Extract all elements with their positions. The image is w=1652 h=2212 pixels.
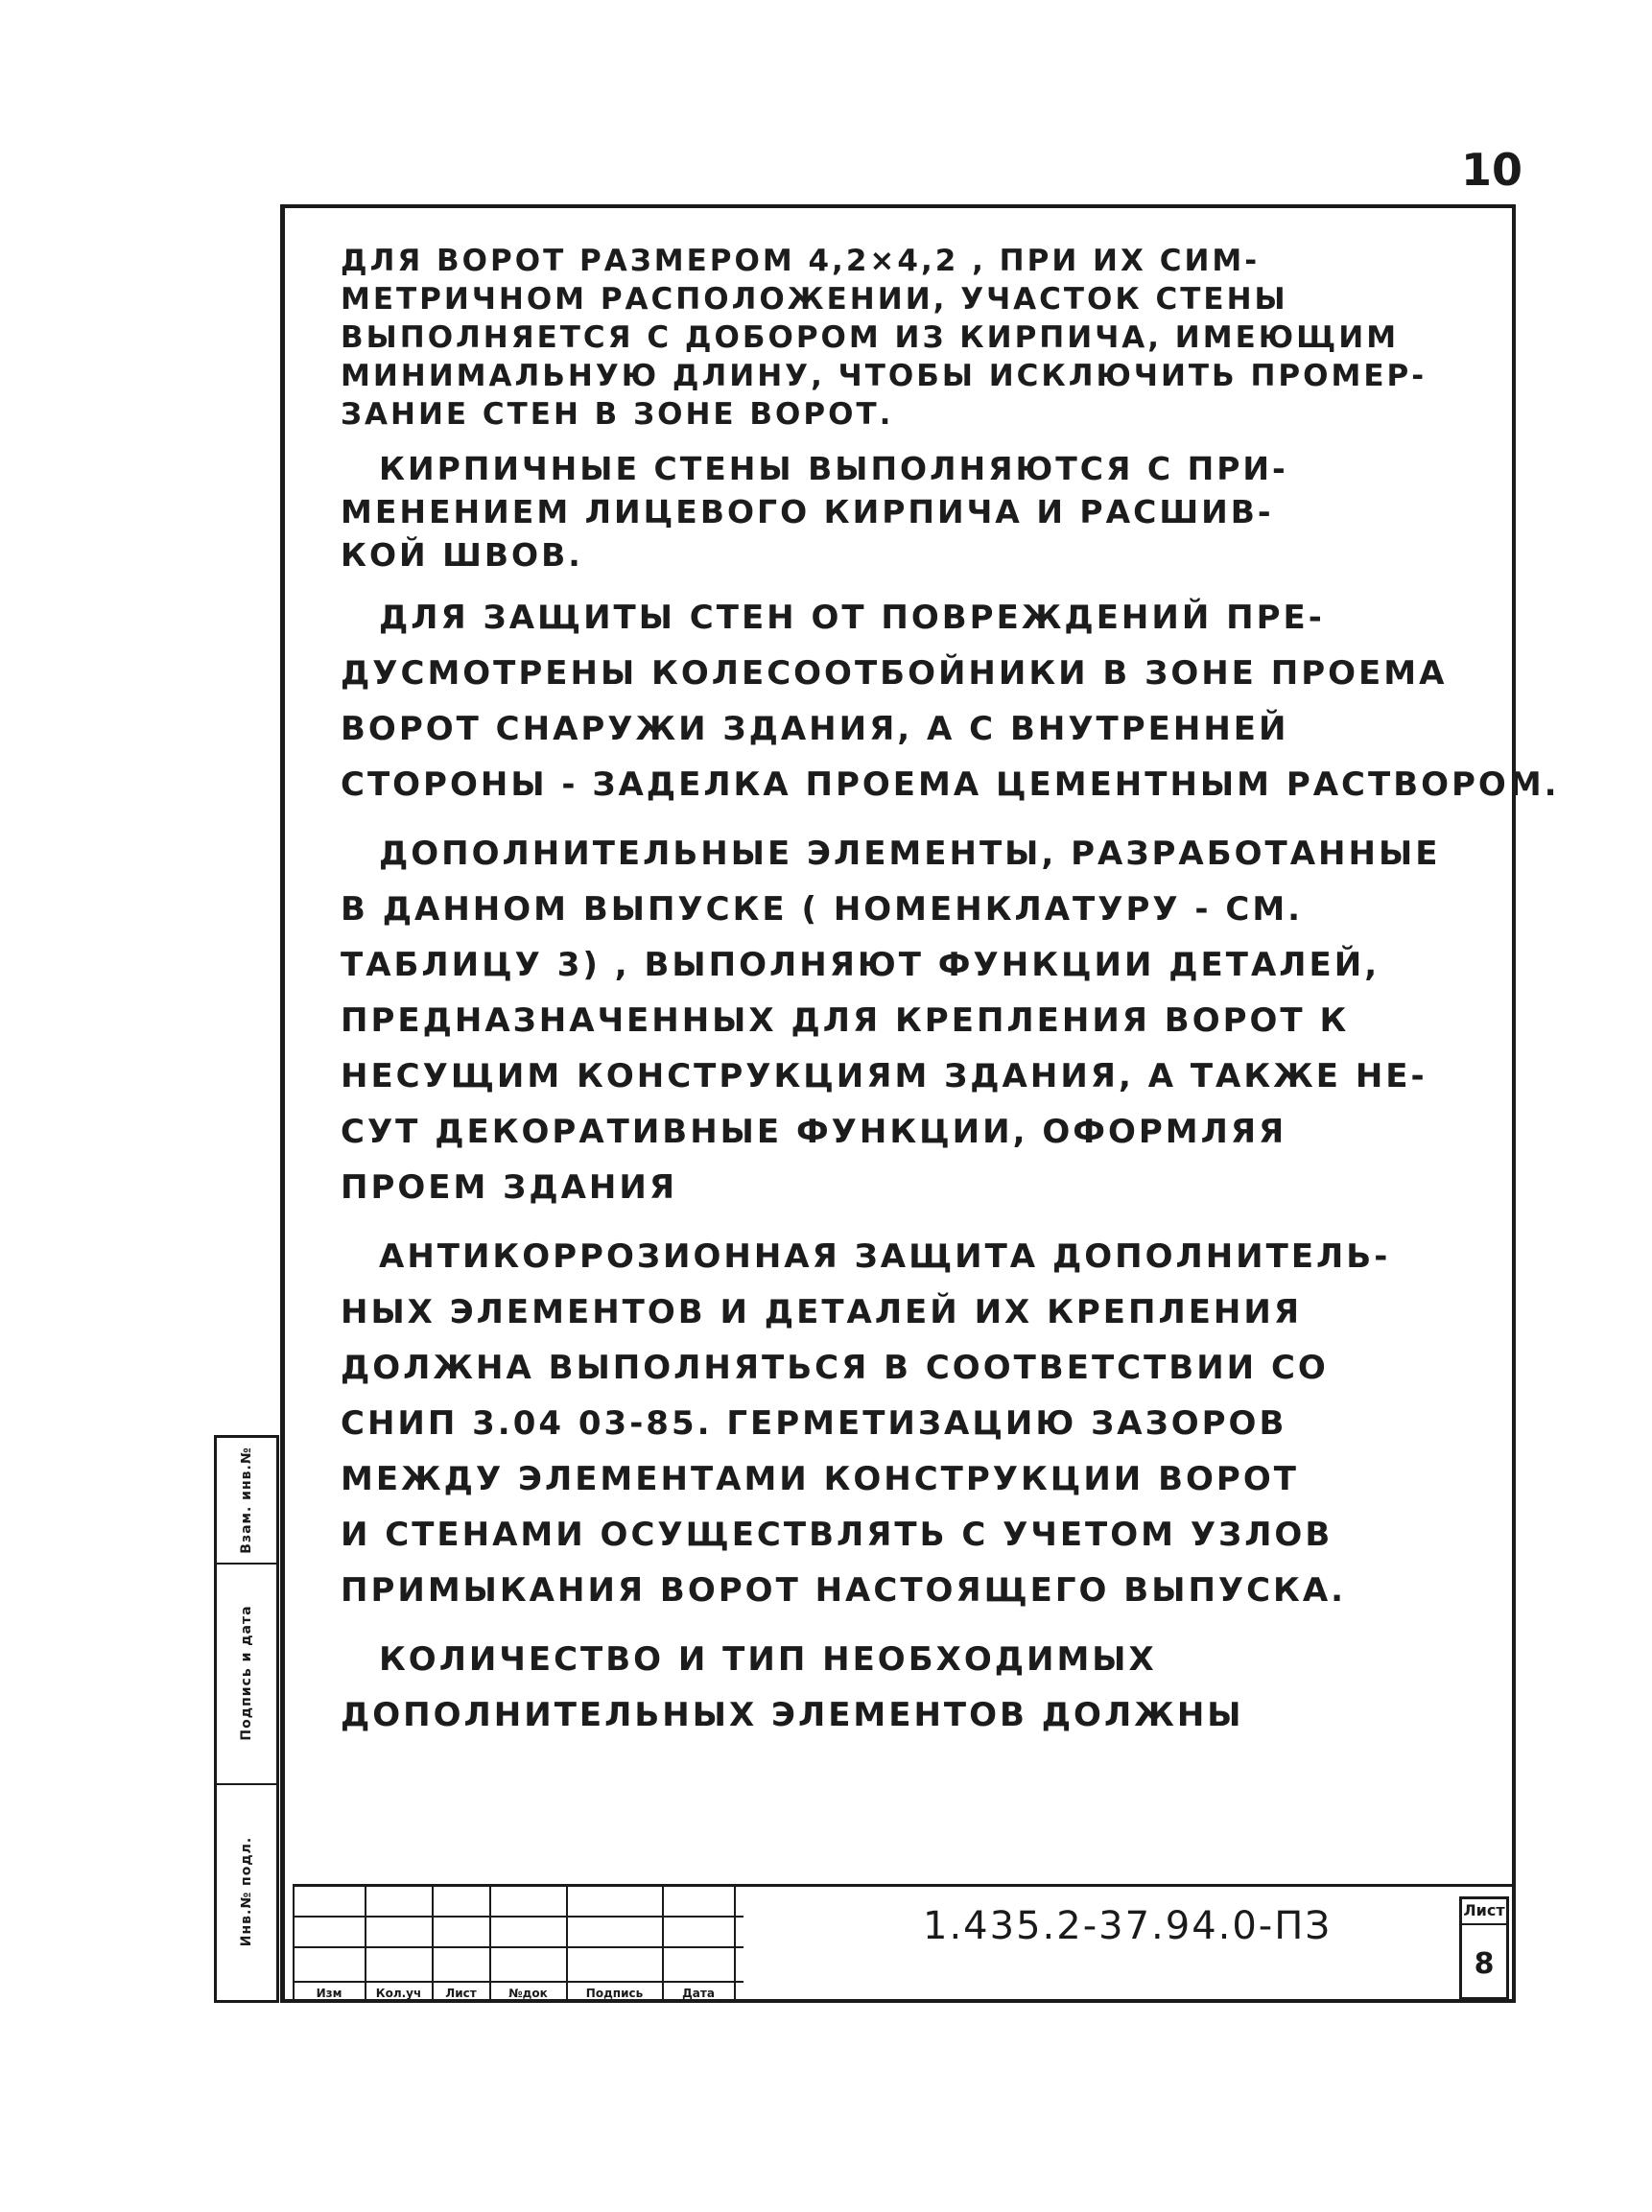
text-line: ВОРОТ СНАРУЖИ ЗДАНИЯ, А С ВНУТРЕННЕЙ — [341, 710, 1289, 748]
text-line: МЕЖДУ ЭЛЕМЕНТАМИ КОНСТРУКЦИИ ВОРОТ — [341, 1460, 1299, 1498]
document-code: 1.435.2-37.94.0-ПЗ — [923, 1904, 1332, 1948]
text-line: СТОРОНЫ - ЗАДЕЛКА ПРОЕМА ЦЕМЕНТНЫМ РАСТВОРОМ. — [341, 765, 1560, 804]
sheet-label: Лист — [1462, 1901, 1506, 1925]
side-stamp-label-sign: Подпись и дата — [239, 1605, 254, 1741]
text-line: ДУСМОТРЕНЫ КОЛЕСООТБОЙНИКИ В ЗОНЕ ПРОЕМА — [341, 654, 1448, 693]
side-stamp-label-inv: Инв.№ подл. — [239, 1836, 254, 1947]
grid-col-line — [662, 1887, 664, 2003]
text-line: МИНИМАЛЬНУЮ ДЛИНУ, ЧТОБЫ ИСКЛЮЧИТЬ ПРОМЕР- — [341, 359, 1428, 393]
sheet-box — [1459, 1896, 1509, 2000]
text-line: В ДАННОМ ВЫПУСКЕ ( НОМЕНКЛАТУРУ - СМ. — [341, 890, 1304, 929]
paragraph-gap — [341, 1618, 1497, 1632]
text-line: ПРИМЫКАНИЯ ВОРОТ НАСТОЯЩЕГО ВЫПУСКА. — [341, 1571, 1347, 1610]
side-stamp-cell-inv — [217, 1783, 276, 2000]
grid-row-line — [293, 1916, 743, 1918]
column-label-ndok: №док — [508, 1987, 548, 2000]
grid-col-line — [293, 1887, 295, 2003]
paragraph — [341, 242, 1497, 434]
text-line: ПРЕДНАЗНАЧЕННЫХ ДЛЯ КРЕПЛЕНИЯ ВОРОТ К — [341, 1001, 1350, 1040]
text-line: КИРПИЧНЫЕ СТЕНЫ ВЫПОЛНЯЮТСЯ С ПРИ- — [379, 450, 1288, 487]
column-label-list: Лист — [445, 1987, 477, 2000]
side-stamp-cell-replace — [217, 1438, 276, 1565]
text-line: И СТЕНАМИ ОСУЩЕСТВЛЯТЬ С УЧЕТОМ УЗЛОВ — [341, 1516, 1333, 1554]
text-line: МЕТРИЧНОМ РАСПОЛОЖЕНИИ, УЧАСТОК СТЕНЫ — [341, 282, 1288, 317]
paragraph-gap — [341, 434, 1497, 447]
side-stamp-cell-sign — [217, 1563, 276, 1785]
title-block — [293, 1884, 1516, 2003]
text-line: ДЛЯ ВОРОТ РАЗМЕРОМ 4,2×4,2 , ПРИ ИХ СИМ- — [341, 244, 1261, 278]
text-line: ДОЛЖНА ВЫПОЛНЯТЬСЯ В СООТВЕТСТВИИ СО — [341, 1349, 1329, 1387]
grid-col-line — [734, 1887, 736, 2003]
text-line: МЕНЕНИЕМ ЛИЦЕВОГО КИРПИЧА И РАСШИВ- — [341, 493, 1274, 530]
text-line: ДОПОЛНИТЕЛЬНЫЕ ЭЛЕМЕНТЫ, РАЗРАБОТАННЫЕ — [379, 835, 1441, 873]
grid-row-line — [293, 1946, 743, 1948]
grid-col-line — [489, 1887, 491, 2003]
paragraph-gap — [341, 577, 1497, 590]
text-line: ВЫПОЛНЯЕТСЯ С ДОБОРОМ ИЗ КИРПИЧА, ИМЕЮЩИМ — [341, 320, 1400, 355]
text-line: НЫХ ЭЛЕМЕНТОВ И ДЕТАЛЕЙ ИХ КРЕПЛЕНИЯ — [341, 1293, 1303, 1331]
text-line: АНТИКОРРОЗИОННАЯ ЗАЩИТА ДОПОЛНИТЕЛЬ- — [379, 1237, 1391, 1276]
column-label-data: Дата — [682, 1987, 715, 2000]
text-line: ПРОЕМ ЗДАНИЯ — [341, 1168, 678, 1207]
page-number: 10 — [1460, 144, 1522, 196]
text-line: СНИП 3.04 03-85. ГЕРМЕТИЗАЦИЮ ЗАЗОРОВ — [341, 1404, 1287, 1443]
paragraph-gap — [341, 812, 1497, 826]
grid-col-line — [432, 1887, 434, 2003]
text-line: ДОПОЛНИТЕЛЬНЫХ ЭЛЕМЕНТОВ ДОЛЖНЫ — [341, 1696, 1244, 1734]
column-label-izm: Изм — [316, 1987, 342, 2000]
side-stamp-label-replace: Взам. инв.№ — [239, 1447, 254, 1554]
paragraph — [341, 826, 1497, 1215]
text-line: ЗАНИЕ СТЕН В ЗОНЕ ВОРОТ. — [341, 397, 894, 432]
text-body — [341, 242, 1560, 1743]
paragraph — [341, 447, 1497, 577]
grid-col-line — [365, 1887, 366, 2003]
sheet-number: 8 — [1474, 1947, 1495, 1981]
paragraph — [341, 1229, 1497, 1618]
text-line: СУТ ДЕКОРАТИВНЫЕ ФУНКЦИИ, ОФОРМЛЯЯ — [341, 1113, 1287, 1151]
grid-col-line — [566, 1887, 568, 2003]
text-line: ДЛЯ ЗАЩИТЫ СТЕН ОТ ПОВРЕЖДЕНИЙ ПРЕ- — [379, 599, 1325, 637]
text-line: ТАБЛИЦУ 3) , ВЫПОЛНЯЮТ ФУНКЦИИ ДЕТАЛЕЙ, — [341, 946, 1381, 984]
paragraph — [341, 590, 1560, 812]
text-line: КОЛИЧЕСТВО И ТИП НЕОБХОДИМЫХ — [379, 1640, 1157, 1679]
text-line: КОЙ ШВОВ. — [341, 536, 583, 574]
grid-row-line — [293, 1981, 743, 1983]
column-label-podpis: Подпись — [585, 1987, 644, 2000]
paragraph — [341, 1632, 1497, 1743]
side-stamp — [214, 1435, 279, 2003]
text-line: НЕСУЩИМ КОНСТРУКЦИЯМ ЗДАНИЯ, А ТАКЖЕ НЕ- — [341, 1057, 1428, 1095]
column-label-kol-uch: Кол.уч — [375, 1987, 422, 2000]
paragraph-gap — [341, 1215, 1497, 1229]
